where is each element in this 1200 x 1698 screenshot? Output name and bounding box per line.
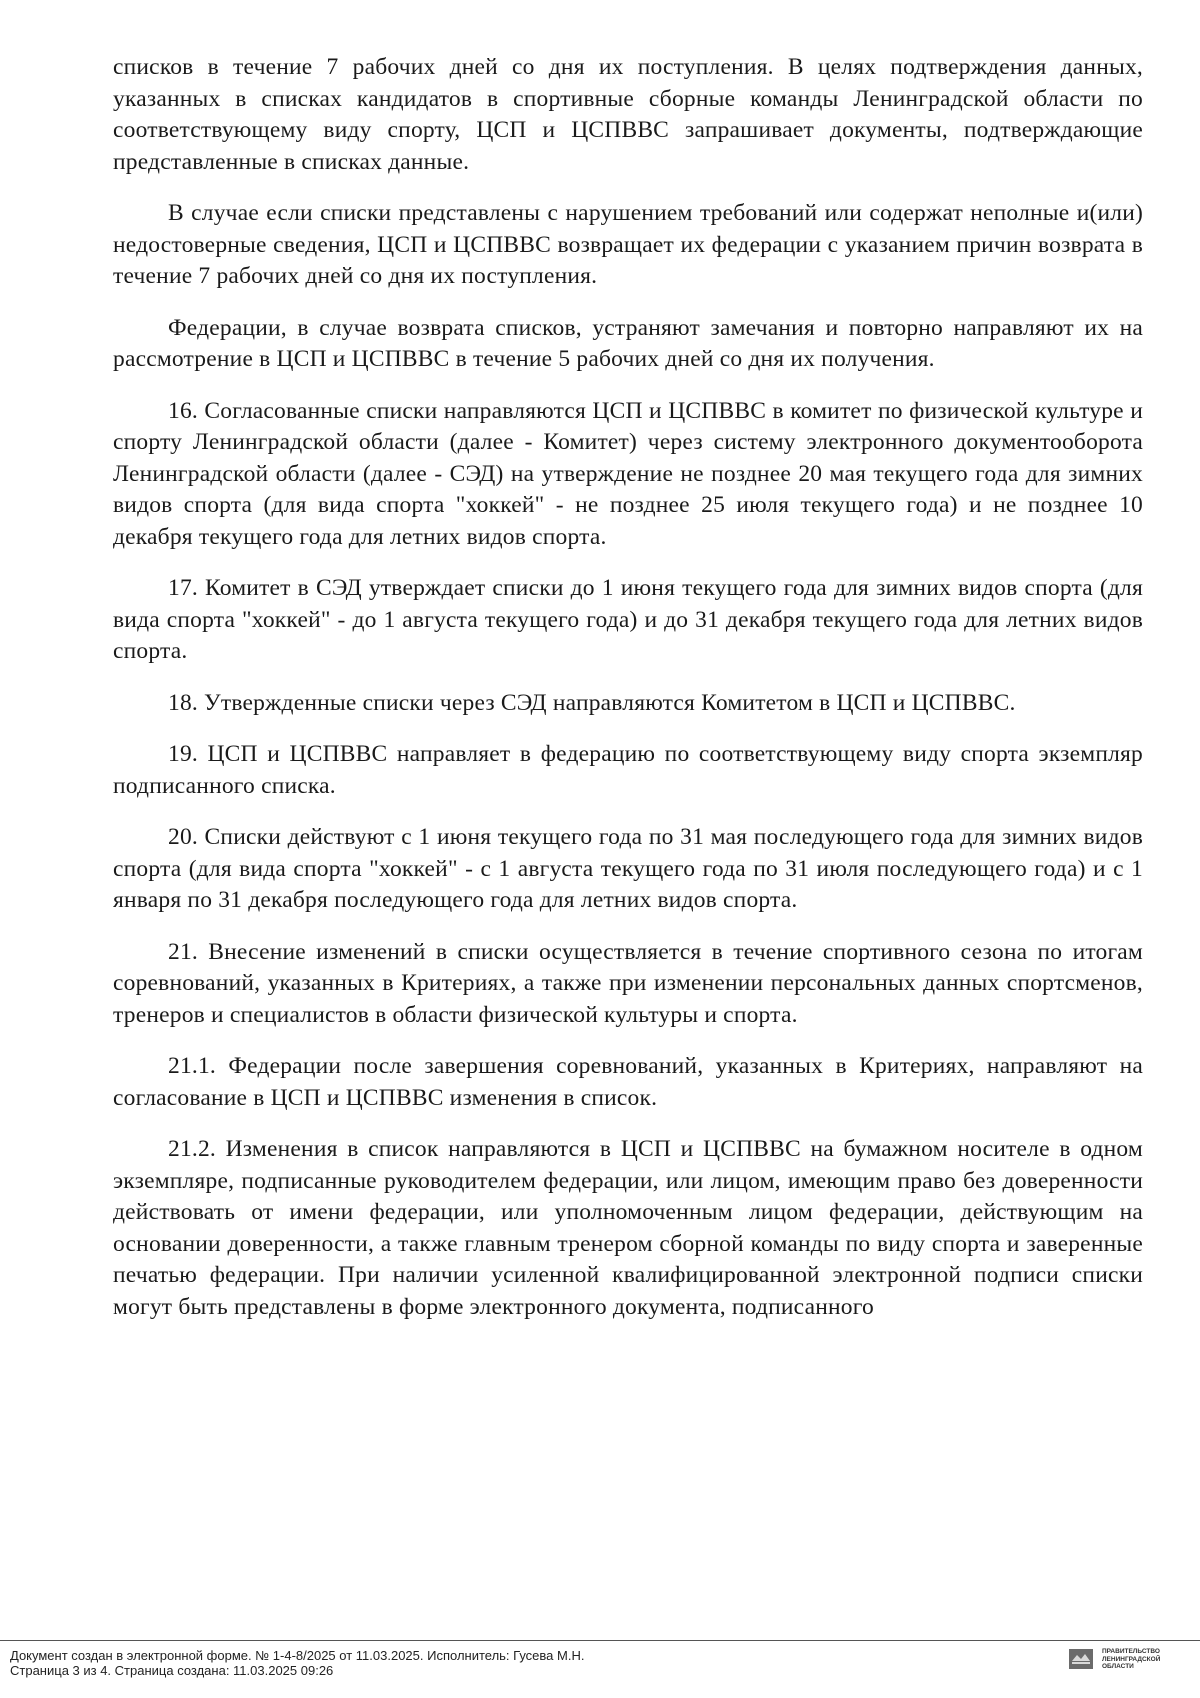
- document-body: [113, 52, 1143, 1343]
- footer-info: [10, 1648, 584, 1678]
- footer-logo: [1068, 1648, 1161, 1671]
- footer-document-line: Документ создан в электронной форме. № 1-4-8/2025 от 11.03.2025. Исполнитель: Гусева М.Н.: [10, 1648, 585, 1663]
- paragraph: Федерации, в случае возврата списков, устраняют замечания и повторно направляют их на рассмотрение в ЦСП и ЦСПВВС в течение 5 рабочих дней со дня их получения.: [113, 314, 1143, 372]
- paragraph: 21.1. Федерации после завершения соревнований, указанных в Критериях, направляют на согласование в ЦСП и ЦСПВВС изменения в список.: [113, 1053, 1143, 1111]
- paragraph: 21.2. Изменения в список направляются в ЦСП и ЦСПВВС на бумажном носителе в одном экземпляре, подписанные руководителем федерации, или лицом, имеющим право без доверенности действовать от имени федерации, или уполномоченным лицом федерации, действующим на основании доверенности, а также главным тренером сборной команды по виду спорта и заверенные печатью федерации. При наличии усиленной квалифицированной электронной подписи списки могут быть представлены в форме электронного документа, подписанного: [113, 1136, 1143, 1320]
- paragraph: 21. Внесение изменений в списки осуществляется в течение спортивного сезона по итогам соревнований, указанных в Критериях, а также при изменении персональных данных спортсменов, тренеров и специалистов в области физической культуры и спорта.: [113, 938, 1143, 1028]
- footer-page-line: Страница 3 из 4. Страница создана: 11.03.2025 09:26: [10, 1663, 334, 1678]
- paragraph: 18. Утвержденные списки через СЭД направляются Комитетом в ЦСП и ЦСПВВС.: [168, 689, 1016, 716]
- paragraph: 17. Комитет в СЭД утверждает списки до 1 июня текущего года для зимних видов спорта (для вида спорта "хоккей" - до 1 августа текущего года) и до 31 декабря текущего года для летних видов спорта.: [113, 575, 1143, 664]
- crest-icon: [1068, 1648, 1094, 1670]
- paragraph: 20. Списки действуют с 1 июня текущего года по 31 мая последующего года для зимних видов спорта (для вида спорта "хоккей" - с 1 августа текущего года по 31 июля последующего года) и с 1 января по 31 декабря последующего года для летних видов спорта.: [113, 824, 1143, 913]
- paragraph: В случае если списки представлены с нарушением требований или содержат неполные и(или) недостоверные сведения, ЦСП и ЦСПВВС возвращает их федерации с указанием причин возврата в течение 7 рабочих дней со дня их поступления.: [113, 200, 1143, 289]
- paragraph: списков в течение 7 рабочих дней со дня их поступления. В целях подтверждения данных, указанных в списках кандидатов в спортивные сборные команды Ленинградской области по соответствующему виду спорту, ЦСП и ЦСПВВС запрашивает документы, подтверждающие представленные в списках данные.: [113, 54, 1143, 175]
- org-name: ПРАВИТЕЛЬСТВО ЛЕНИНГРАДСКОЙ ОБЛАСТИ: [1102, 1648, 1161, 1670]
- paragraph: 16. Согласованные списки направляются ЦСП и ЦСПВВС в комитет по физической культуре и спорту Ленинградской области (далее - Комитет) через систему электронного документооборота Ленинградской области (далее - СЭД) на утверждение не позднее 20 мая текущего года для зимних видов спорта (для вида спорта "хоккей" - не позднее 25 июля текущего года) и не позднее 10 декабря текущего года для летних видов спорта.: [113, 397, 1143, 550]
- paragraph: 19. ЦСП и ЦСПВВС направляет в федерацию по соответствующему виду спорта экземпляр подписанного списка.: [113, 741, 1143, 799]
- footer-divider: [0, 1640, 1200, 1641]
